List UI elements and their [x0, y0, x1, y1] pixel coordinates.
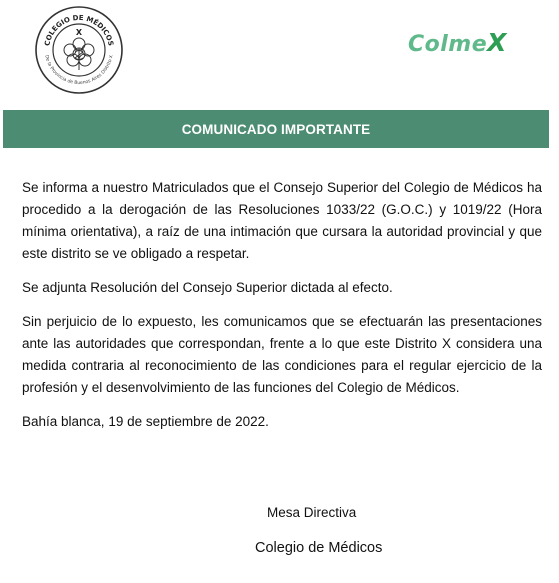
date-line: Bahía blanca, 19 de septiembre de 2022.	[22, 414, 269, 429]
colmex-logo	[408, 28, 507, 57]
paragraph-attachment: Se adjunta Resolución del Consejo Superior dictada al efecto.	[22, 280, 393, 295]
svg-text:De la Provincia de Buenos Aire: De la Provincia de Buenos Aires Distrito X	[43, 54, 115, 87]
signature-board: Mesa Directiva	[267, 505, 357, 520]
colmex-logo-prefix: Colme	[408, 32, 488, 57]
colmex-logo-x: X	[487, 28, 507, 57]
signature-institution: Colegio de Médicos	[255, 540, 383, 556]
announcement-body	[22, 177, 542, 445]
paragraph-derogation: Se informa a nuestro Matriculados que el Consejo Superior del Colegio de Médicos ha procedido a la derogación de las Resoluciones 1033/22 (G.O.C.) y 1019/22 (Hora mínima orientativa), a raíz de una intimación que cursara la autoridad provincial y que este distrito se ve obligado a respetar.	[22, 180, 542, 261]
paragraph-position: Sin perjuicio de lo expuesto, les comunicamos que se efectuarán las presentaciones ante las autoridades que correspondan, frente a lo que este Distrito X considera una medida contraria al reconocimiento de las condiciones para el regular ejercicio de la profesión y el desenvolvimiento de las funciones del Colegio de Médicos.	[22, 314, 542, 395]
svg-text:X: X	[75, 28, 83, 37]
announcement-banner	[3, 110, 549, 148]
banner-title: COMUNICADO IMPORTANTE	[181, 121, 371, 137]
colegio-seal-logo	[33, 4, 125, 96]
svg-text:COLEGIO DE MÉDICOS: COLEGIO DE MÉDICOS	[43, 13, 115, 47]
